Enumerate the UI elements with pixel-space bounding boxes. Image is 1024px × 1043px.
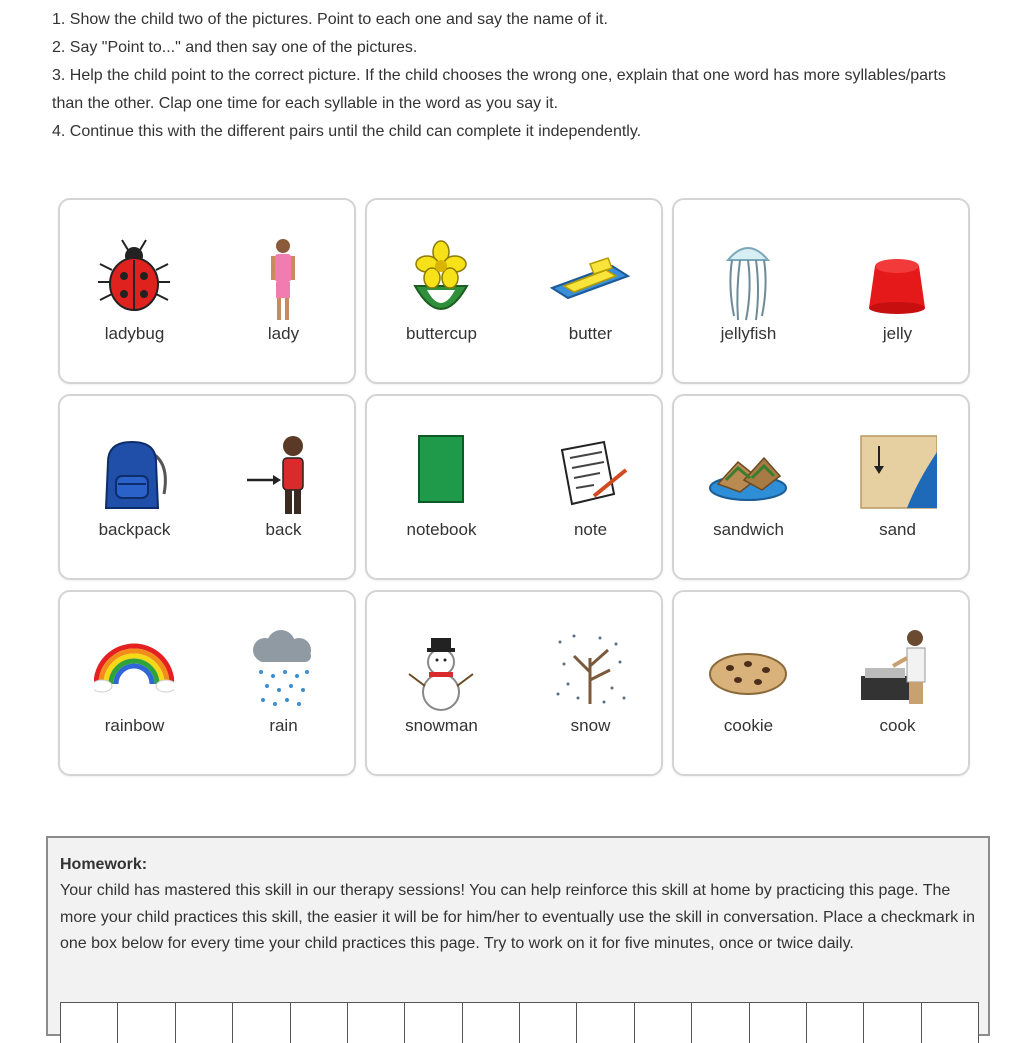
- practice-checkbox[interactable]: [291, 1003, 348, 1043]
- back-icon: [243, 432, 323, 522]
- practice-checkbox[interactable]: [922, 1003, 979, 1043]
- practice-checkbox-row: [60, 1002, 979, 1043]
- notebook-icon: [401, 432, 481, 522]
- ladybug-icon: [94, 236, 174, 326]
- word-backpack: backpack: [98, 520, 171, 539]
- practice-checkbox[interactable]: [463, 1003, 520, 1043]
- picture-ladybug[interactable]: [60, 200, 209, 386]
- picture-notebook[interactable]: [367, 396, 516, 582]
- practice-checkbox[interactable]: [864, 1003, 921, 1043]
- pair-card-backpack[interactable]: [58, 394, 356, 580]
- note-icon: [550, 432, 630, 522]
- practice-checkbox[interactable]: [61, 1003, 118, 1043]
- word-rain: rain: [269, 716, 298, 735]
- picture-note[interactable]: [516, 396, 665, 582]
- picture-buttercup[interactable]: [367, 200, 516, 386]
- practice-checkbox[interactable]: [176, 1003, 233, 1043]
- word-lady: lady: [267, 324, 300, 343]
- instruction-step-3: 3. Help the child point to the correct picture. If the child chooses the wrong one, explain that one word has more syllables/parts than the other. Clap one time for each syllable in the word as you say it.: [52, 67, 946, 112]
- word-sandwich: sandwich: [713, 520, 784, 539]
- picture-jelly[interactable]: [823, 200, 972, 386]
- word-notebook: notebook: [406, 520, 477, 539]
- snowman-icon: [401, 628, 481, 718]
- word-ladybug: ladybug: [104, 324, 165, 343]
- word-back: back: [265, 520, 302, 539]
- instructions: [52, 6, 972, 146]
- practice-checkbox[interactable]: [577, 1003, 634, 1043]
- word-cookie: cookie: [723, 716, 774, 735]
- pair-card-rainbow[interactable]: [58, 590, 356, 776]
- sandwich-icon: [708, 432, 788, 522]
- rain-icon: [243, 628, 323, 718]
- jellyfish-icon: [708, 236, 788, 326]
- word-buttercup: buttercup: [406, 324, 477, 343]
- jelly-icon: [857, 236, 937, 326]
- homework-box: [46, 836, 990, 1036]
- pair-card-sandwich[interactable]: [672, 394, 970, 580]
- pair-card-buttercup[interactable]: [365, 198, 663, 384]
- picture-back[interactable]: [209, 396, 358, 582]
- rainbow-icon: [94, 628, 174, 718]
- instruction-step-2: 2. Say "Point to..." and then say one of the pictures.: [52, 39, 418, 56]
- practice-checkbox[interactable]: [233, 1003, 290, 1043]
- pair-card-notebook[interactable]: [365, 394, 663, 580]
- picture-pairs-grid: [58, 198, 970, 776]
- instruction-step-4: 4. Continue this with the different pairs until the child can complete it independently.: [52, 123, 642, 140]
- word-note: note: [573, 520, 608, 539]
- picture-jellyfish[interactable]: [674, 200, 823, 386]
- pair-card-ladybug[interactable]: [58, 198, 356, 384]
- practice-checkbox[interactable]: [520, 1003, 577, 1043]
- word-jellyfish: jellyfish: [720, 324, 777, 343]
- word-cook: cook: [879, 716, 916, 735]
- picture-cookie[interactable]: [674, 592, 823, 778]
- picture-snowman[interactable]: [367, 592, 516, 778]
- picture-rainbow[interactable]: [60, 592, 209, 778]
- backpack-icon: [94, 432, 174, 522]
- practice-checkbox[interactable]: [635, 1003, 692, 1043]
- pair-card-jellyfish[interactable]: [672, 198, 970, 384]
- cook-icon: [857, 628, 937, 718]
- homework-text: Your child has mastered this skill in our therapy sessions! You can help reinforce this skill at home by practicing this page. The more your child practices this skill, the easier it will be for him/her to eventually use the skill in conversation. Place a checkmark in one box below for every time your child practices this page. Try to work on it for five minutes, once or twice daily.: [60, 882, 976, 952]
- practice-checkbox[interactable]: [750, 1003, 807, 1043]
- butter-icon: [550, 236, 630, 326]
- instruction-step-1: 1. Show the child two of the pictures. Point to each one and say the name of it.: [52, 11, 608, 28]
- cookie-icon: [708, 628, 788, 718]
- homework-title: Homework:: [60, 856, 148, 873]
- word-butter: butter: [568, 324, 613, 343]
- practice-checkbox[interactable]: [348, 1003, 405, 1043]
- word-rainbow: rainbow: [104, 716, 165, 735]
- picture-rain[interactable]: [209, 592, 358, 778]
- picture-cook[interactable]: [823, 592, 972, 778]
- word-jelly: jelly: [882, 324, 913, 343]
- lady-icon: [243, 236, 323, 326]
- sand-icon: [857, 432, 937, 522]
- pair-card-snowman[interactable]: [365, 590, 663, 776]
- buttercup-icon: [401, 236, 481, 326]
- word-snowman: snowman: [405, 716, 478, 735]
- practice-checkbox[interactable]: [405, 1003, 462, 1043]
- picture-sandwich[interactable]: [674, 396, 823, 582]
- practice-checkbox[interactable]: [807, 1003, 864, 1043]
- snow-icon: [550, 628, 630, 718]
- picture-backpack[interactable]: [60, 396, 209, 582]
- picture-sand[interactable]: [823, 396, 972, 582]
- word-sand: sand: [879, 520, 916, 539]
- picture-lady[interactable]: [209, 200, 358, 386]
- picture-butter[interactable]: [516, 200, 665, 386]
- pair-card-cookie[interactable]: [672, 590, 970, 776]
- practice-checkbox[interactable]: [118, 1003, 175, 1043]
- practice-checkbox[interactable]: [692, 1003, 749, 1043]
- word-snow: snow: [570, 716, 611, 735]
- picture-snow[interactable]: [516, 592, 665, 778]
